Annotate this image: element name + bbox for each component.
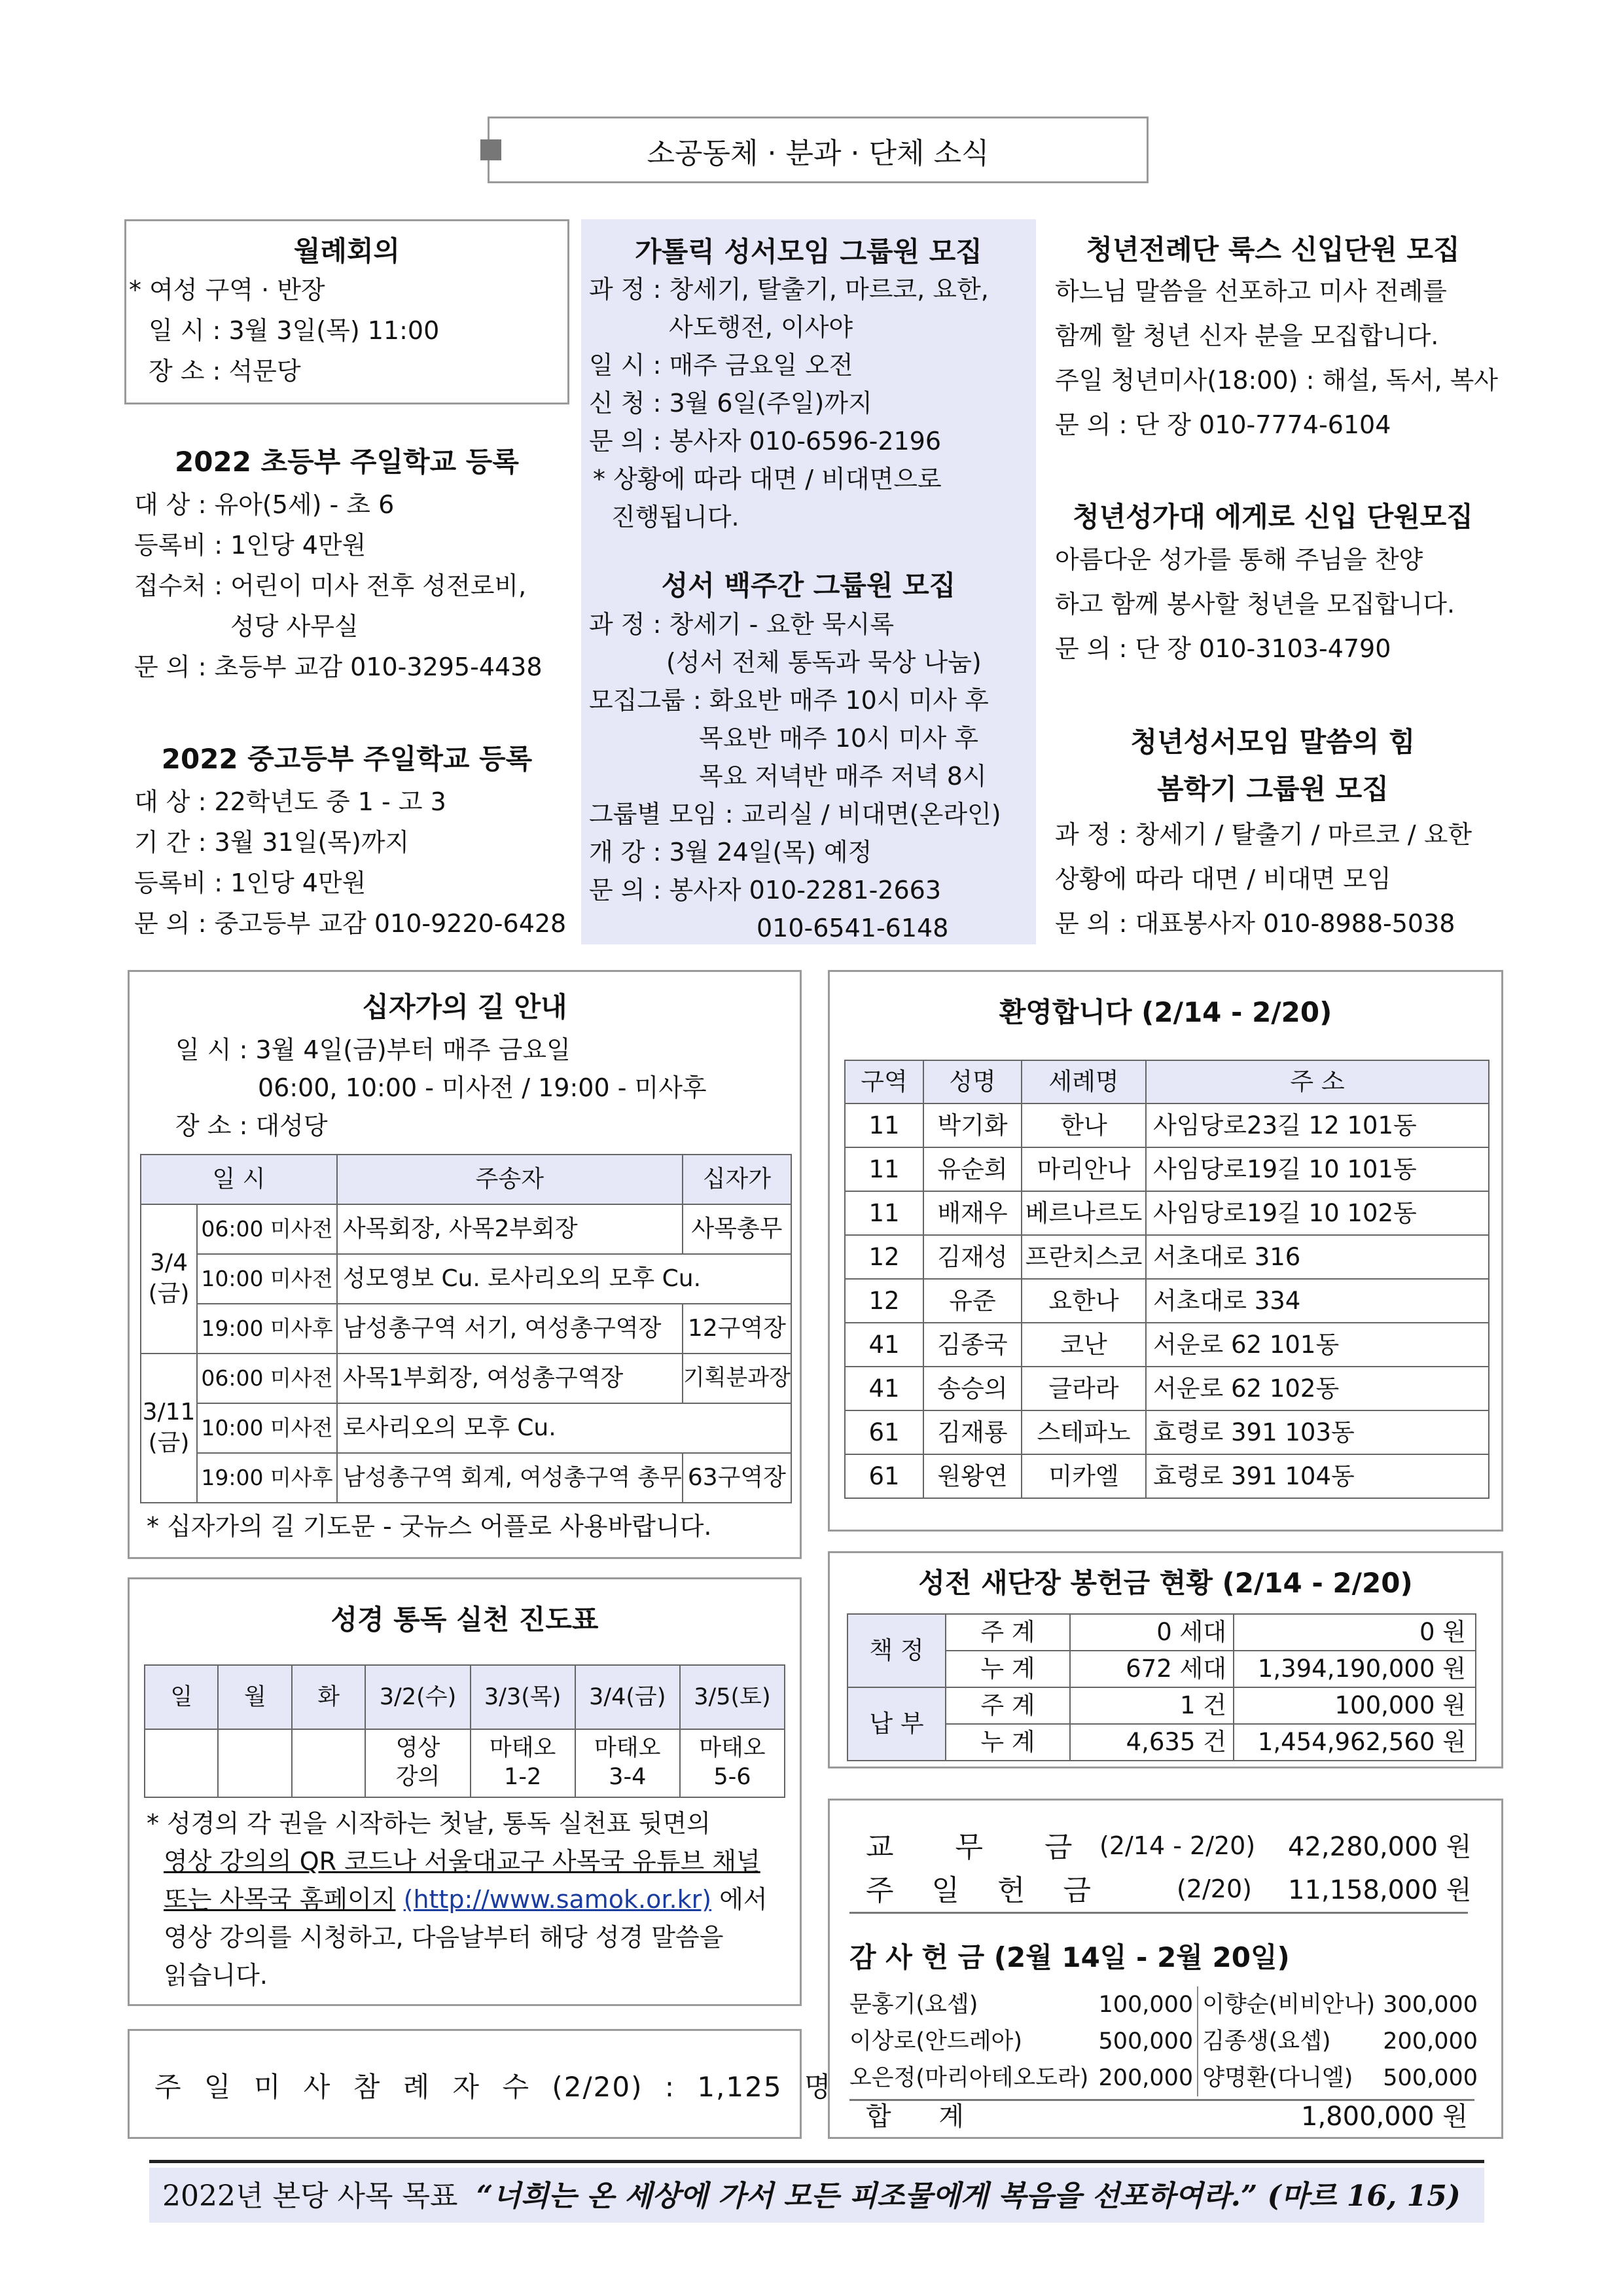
welcome-name: 김종국 — [923, 1323, 1022, 1367]
footer-quote: “너희는 온 세상에 가서 모든 피조물에게 복음을 선포하여라.” (마르 16, 15) — [476, 2179, 1461, 2213]
monthly-meeting-sub: * 여성 구역 · 반장 — [129, 276, 325, 304]
fund-count: 4,635 건 — [1070, 1724, 1234, 1761]
sunday-period: (2/20) — [1177, 1874, 1252, 1903]
stations-title: 십자가의 길 안내 — [362, 991, 567, 1023]
footer-goal-label: 2022년 본당 사목 목표 — [162, 2179, 458, 2213]
stations-time: 10:00 미사전 — [197, 1254, 337, 1304]
youth-bible-line: 문 의 : 대표봉사자 010-8988-5038 — [1055, 909, 1455, 938]
fund-group: 납 부 — [847, 1687, 946, 1761]
fund-count: 672 세대 — [1070, 1651, 1234, 1687]
fund-amount: 1,454,962,560 원 — [1234, 1724, 1476, 1761]
fund-amount: 1,394,190,000 원 — [1234, 1651, 1476, 1687]
stations-when: 일 시 : 3월 4일(금)부터 매주 금요일 — [175, 1035, 571, 1064]
middle-high-line: 기 간 : 3월 31일(목)까지 — [134, 828, 410, 857]
stations-note: * 십자가의 길 기도문 - 굿뉴스 어플로 사용바랍니다. — [147, 1512, 712, 1541]
youth-lux-line: 주일 청년미사(18:00) : 해설, 독서, 복사 — [1055, 366, 1499, 395]
attendance-box — [128, 2029, 832, 2139]
bible-100-line: 과 정 : 창세기 - 요한 묵시록 — [589, 610, 895, 639]
welcome-baptismal-name: 미카엘 — [1022, 1454, 1146, 1498]
youth-choir-line: 하고 함께 봉사할 청년을 모집합니다. — [1055, 590, 1455, 619]
welcome-table — [844, 1060, 1489, 1499]
donor: 이상로(안드레아) — [849, 2028, 1022, 2054]
stations-date — [141, 1204, 197, 1354]
middle-high-title: 2022 중고등부 주일학교 등록 — [161, 743, 533, 775]
welcome-row — [845, 1235, 1489, 1279]
donation: 300,000 — [1383, 1991, 1478, 2018]
welcome-district: 61 — [845, 1410, 923, 1454]
stations-cross: 63구역장 — [683, 1453, 791, 1503]
bible-group-line: * 상황에 따라 대면 / 비대면으로 — [593, 465, 942, 493]
bible-100-line: 모집그룹 : 화요반 매주 10시 미사 후 — [589, 686, 989, 715]
welcome-name: 김재성 — [923, 1235, 1022, 1279]
stations-leader: 남성총구역 회계, 여성총구역 총무 — [337, 1453, 683, 1503]
building-fund-title: 성전 새단장 봉헌금 현황 (2/14 - 2/20) — [918, 1567, 1413, 1599]
youth-lux-title: 청년전례단 룩스 신입단원 모집 — [1086, 234, 1460, 266]
stations-date — [141, 1354, 197, 1503]
reading-note: 에서 — [719, 1885, 768, 1914]
welcome-baptismal-name: 요한나 — [1022, 1279, 1146, 1323]
middle-high-line: 문 의 : 중고등부 교감 010-9220-6428 — [134, 909, 567, 938]
welcome-address: 사임당로19길 10 102동 — [1146, 1191, 1489, 1235]
welcome-district: 11 — [845, 1191, 923, 1235]
welcome-name: 박기화 — [923, 1103, 1022, 1147]
reading-note: 영상 강의의 QR 코드나 서울대교구 사목국 유튜브 채널 — [164, 1847, 760, 1876]
youth-choir-line: 문 의 : 단 장 010-3103-4790 — [1055, 634, 1391, 663]
welcome-address: 서초대로 316 — [1146, 1235, 1489, 1279]
welcome-name: 배재우 — [923, 1191, 1022, 1235]
fund-label: 주 계 — [946, 1614, 1070, 1651]
bible-group-line: 진행됩니다. — [611, 503, 740, 531]
donor: 김종생(요셉) — [1202, 2028, 1331, 2054]
elementary-line: 등록비 : 1인당 4만원 — [134, 531, 366, 560]
fund-amount: 0 원 — [1234, 1614, 1476, 1651]
reading-item: 영상 강의 — [365, 1729, 470, 1797]
bible-100-line: 그룹별 모임 : 교리실 / 비대면(온라인) — [589, 800, 1001, 829]
youth-lux-line: 문 의 : 단 장 010-7774-6104 — [1055, 410, 1391, 439]
monthly-meeting-title: 월례회의 — [293, 235, 401, 267]
page-title: 소공동체 · 분과 · 단체 소식 — [647, 137, 990, 170]
bible-100-title: 성서 백주간 그룹원 모집 — [661, 569, 956, 601]
fund-amount: 100,000 원 — [1234, 1687, 1476, 1724]
stations-leader: 성모영보 Cu. 로사리오의 모후 Cu. — [337, 1254, 791, 1304]
stations-time: 06:00 미사전 — [197, 1204, 337, 1254]
monthly-meeting-when: 일 시 : 3월 3일(목) 11:00 — [149, 316, 440, 345]
reading-note: 영상 강의를 시청하고, 다음날부터 해당 성경 말씀을 — [164, 1923, 724, 1952]
reading-box — [128, 1577, 802, 2006]
thanks-title: 감 사 헌 금 (2월 14일 - 2월 20일) — [849, 1941, 1290, 1973]
stations-leader: 사목회장, 사목2부회장 — [337, 1204, 683, 1254]
section-header — [488, 117, 1149, 183]
stations-cross: 사목총무 — [683, 1204, 791, 1254]
youth-lux-line: 하느님 말씀을 선포하고 미사 전례를 — [1055, 277, 1447, 306]
stations-date-text: 3/4 (금) — [148, 1249, 190, 1307]
welcome-district: 12 — [845, 1235, 923, 1279]
reading-table — [144, 1664, 785, 1798]
bible-100-line: 010-6541-6148 — [757, 914, 949, 942]
bible-group-line: 문 의 : 봉사자 010-6596-2196 — [589, 427, 942, 456]
welcome-address: 효령로 391 104동 — [1146, 1454, 1489, 1498]
bible-100-line: 문 의 : 봉사자 010-2281-2663 — [589, 876, 942, 905]
sunday-label: 주 일 헌 금 — [866, 1874, 1105, 1907]
attendance-text: 주 일 미 사 참 례 자 수 (2/20) : 1,125 명 — [154, 2071, 832, 2103]
building-fund-box — [828, 1551, 1503, 1768]
monthly-meeting-where: 장 소 : 석문당 — [149, 357, 301, 386]
elementary-line: 대 상 : 유아(5세) - 초 6 — [134, 490, 395, 519]
reading-note: 또는 사목국 홈페이지 — [164, 1885, 396, 1914]
reading-item: 마태오 3-4 — [575, 1729, 680, 1797]
bible-group-line: 과 정 : 창세기, 탈출기, 마르코, 요한, — [589, 275, 989, 304]
building-fund-table — [847, 1613, 1476, 1761]
total-amount: 1,800,000 원 — [1301, 2102, 1468, 2132]
homepage-link[interactable]: (http://www.samok.or.kr) — [403, 1885, 712, 1914]
welcome-baptismal-name: 베르나르도 — [1022, 1191, 1146, 1235]
donation: 500,000 — [1096, 2023, 1198, 2060]
welcome-header: 주 소 — [1146, 1060, 1489, 1103]
welcome-baptismal-name: 코난 — [1022, 1323, 1146, 1367]
dues-period: (2/14 - 2/20) — [1099, 1831, 1256, 1860]
finance-box — [828, 1799, 1503, 2139]
stations-header: 주송자 — [337, 1155, 683, 1204]
welcome-row — [845, 1103, 1489, 1147]
bible-group-line: 신 청 : 3월 6일(주일)까지 — [589, 389, 872, 418]
reading-day: 3/4(금) — [575, 1665, 680, 1729]
bible-group-line: 일 시 : 매주 금요일 오전 — [589, 351, 853, 380]
total-label: 합 계 — [866, 2102, 984, 2132]
youth-bible-title-2: 봄학기 그룹원 모집 — [1157, 773, 1389, 805]
welcome-header: 세례명 — [1022, 1060, 1146, 1103]
bible-groups-panel — [581, 219, 1036, 944]
welcome-name: 김재룡 — [923, 1410, 1022, 1454]
donor: 양명환(다니엘) — [1202, 2064, 1353, 2091]
welcome-row — [845, 1191, 1489, 1235]
youth-bible-line: 과 정 : 창세기 / 탈출기 / 마르코 / 요한 — [1055, 820, 1472, 849]
reading-note: 읽습니다. — [164, 1961, 268, 1990]
welcome-address: 서운로 62 101동 — [1146, 1323, 1489, 1367]
donor: 이향순(비비안나) — [1202, 1991, 1376, 2018]
welcome-baptismal-name: 한나 — [1022, 1103, 1146, 1147]
reading-item: 마태오 1-2 — [471, 1729, 575, 1797]
donor: 오은정(마리아테오도라) — [849, 2064, 1089, 2091]
welcome-header: 성명 — [923, 1060, 1022, 1103]
donation-table — [849, 1986, 1478, 2096]
welcome-address: 효령로 391 103동 — [1146, 1410, 1489, 1454]
welcome-row — [845, 1454, 1489, 1498]
stations-leader: 남성총구역 서기, 여성총구역장 — [337, 1304, 683, 1354]
welcome-baptismal-name: 프란치스코 — [1022, 1235, 1146, 1279]
reading-item — [218, 1729, 291, 1797]
middle-high-line: 등록비 : 1인당 4만원 — [134, 869, 366, 897]
welcome-name: 유준 — [923, 1279, 1022, 1323]
stations-time: 10:00 미사전 — [197, 1403, 337, 1453]
middle-high-line: 대 상 : 22학년도 중 1 - 고 3 — [134, 787, 446, 816]
stations-leader: 사목1부회장, 여성총구역장 — [337, 1354, 683, 1403]
stations-header: 십자가 — [683, 1155, 791, 1204]
reading-note: * 성경의 각 권을 시작하는 첫날, 통독 실천표 뒷면의 — [147, 1809, 711, 1838]
welcome-box — [828, 970, 1503, 1532]
donation: 500,000 — [1383, 2064, 1478, 2091]
stations-cross: 12구역장 — [683, 1304, 791, 1354]
dues-label: 교 무 금 — [866, 1831, 1099, 1864]
welcome-row — [845, 1279, 1489, 1323]
donor: 문홍기(요셉) — [849, 1991, 978, 2018]
elementary-line: 성당 사무실 — [230, 612, 359, 641]
reading-day: 화 — [292, 1665, 365, 1729]
fund-label: 누 계 — [946, 1651, 1070, 1687]
fund-count: 1 건 — [1070, 1687, 1234, 1724]
sunday-amount: 11,158,000 원 — [1288, 1875, 1472, 1905]
stations-leader: 로사리오의 모후 Cu. — [337, 1403, 791, 1453]
welcome-header: 구역 — [845, 1060, 923, 1103]
stations-times: 06:00, 10:00 - 미사전 / 19:00 - 미사후 — [258, 1073, 707, 1102]
reading-note-line3 — [164, 1882, 768, 1918]
fund-count: 0 세대 — [1070, 1614, 1234, 1651]
welcome-district: 11 — [845, 1147, 923, 1191]
stations-time: 19:00 미사후 — [197, 1304, 337, 1354]
stations-cross: 기획분과장 — [683, 1354, 791, 1403]
stations-time: 06:00 미사전 — [197, 1354, 337, 1403]
welcome-district: 41 — [845, 1323, 923, 1367]
donation: 200,000 — [1383, 2028, 1478, 2054]
reading-day: 3/3(목) — [471, 1665, 575, 1729]
welcome-address: 서운로 62 102동 — [1146, 1367, 1489, 1410]
welcome-name: 원왕연 — [923, 1454, 1022, 1498]
youth-bible-title-1: 청년성서모임 말씀의 힘 — [1130, 726, 1416, 758]
bible-100-line: 목요 저녁반 매주 저녁 8시 — [699, 762, 987, 791]
welcome-name: 송승의 — [923, 1367, 1022, 1410]
stations-where: 장 소 : 대성당 — [175, 1111, 328, 1140]
welcome-baptismal-name: 스테파노 — [1022, 1410, 1146, 1454]
bible-group-line: 사도행전, 이사야 — [669, 313, 853, 342]
reading-day: 월 — [218, 1665, 291, 1729]
bible-100-line: 개 강 : 3월 24일(목) 예정 — [589, 838, 872, 867]
footer-band — [149, 2168, 1484, 2223]
bible-group-title: 가톨릭 성서모임 그룹원 모집 — [635, 236, 982, 268]
youth-choir-title: 청년성가대 에게로 신입 단원모집 — [1073, 501, 1473, 533]
donation: 200,000 — [1096, 2060, 1198, 2096]
monthly-meeting-box — [124, 219, 569, 404]
youth-bible-line: 상황에 따라 대면 / 비대면 모임 — [1055, 865, 1391, 893]
reading-title: 성경 통독 실천 진도표 — [330, 1604, 599, 1636]
bible-100-line: 목요반 매주 10시 미사 후 — [699, 724, 979, 753]
fund-group: 책 정 — [847, 1614, 946, 1687]
welcome-row — [845, 1367, 1489, 1410]
welcome-address: 사임당로23길 12 101동 — [1146, 1103, 1489, 1147]
stations-box — [128, 970, 802, 1559]
welcome-title: 환영합니다 (2/14 - 2/20) — [999, 996, 1332, 1028]
welcome-row — [845, 1147, 1489, 1191]
dues-amount: 42,280,000 원 — [1288, 1832, 1472, 1862]
divider — [849, 1912, 1468, 1914]
youth-choir-line: 아름다운 성가를 통해 주님을 찬양 — [1055, 545, 1423, 574]
stations-table — [140, 1154, 792, 1503]
reading-item — [145, 1729, 218, 1797]
stations-header: 일 시 — [141, 1155, 337, 1204]
reading-item: 마태오 5-6 — [680, 1729, 785, 1797]
welcome-district: 61 — [845, 1454, 923, 1498]
donation: 100,000 — [1096, 1986, 1198, 2023]
elementary-line: 문 의 : 초등부 교감 010-3295-4438 — [134, 653, 543, 681]
welcome-name: 유순희 — [923, 1147, 1022, 1191]
welcome-baptismal-name: 글라라 — [1022, 1367, 1146, 1410]
fund-label: 누 계 — [946, 1724, 1070, 1761]
welcome-row — [845, 1323, 1489, 1367]
reading-item — [292, 1729, 365, 1797]
reading-day: 일 — [145, 1665, 218, 1729]
welcome-district: 41 — [845, 1367, 923, 1410]
fund-label: 주 계 — [946, 1687, 1070, 1724]
welcome-address: 사임당로19길 10 101동 — [1146, 1147, 1489, 1191]
welcome-district: 12 — [845, 1279, 923, 1323]
bible-100-line: (성서 전체 통독과 묵상 나눔) — [666, 648, 982, 677]
elementary-title: 2022 초등부 주일학교 등록 — [175, 446, 519, 478]
welcome-baptismal-name: 마리안나 — [1022, 1147, 1146, 1191]
stations-date-text: 3/11 (금) — [142, 1399, 196, 1456]
welcome-row — [845, 1410, 1489, 1454]
footer-rule — [149, 2160, 1484, 2163]
stations-time: 19:00 미사후 — [197, 1453, 337, 1503]
elementary-line: 접수처 : 어린이 미사 전후 성전로비, — [134, 571, 527, 600]
welcome-district: 11 — [845, 1103, 923, 1147]
reading-day: 3/2(수) — [365, 1665, 470, 1729]
welcome-address: 서초대로 334 — [1146, 1279, 1489, 1323]
youth-lux-line: 함께 할 청년 신자 분을 모집합니다. — [1055, 321, 1439, 350]
reading-day: 3/5(토) — [680, 1665, 785, 1729]
